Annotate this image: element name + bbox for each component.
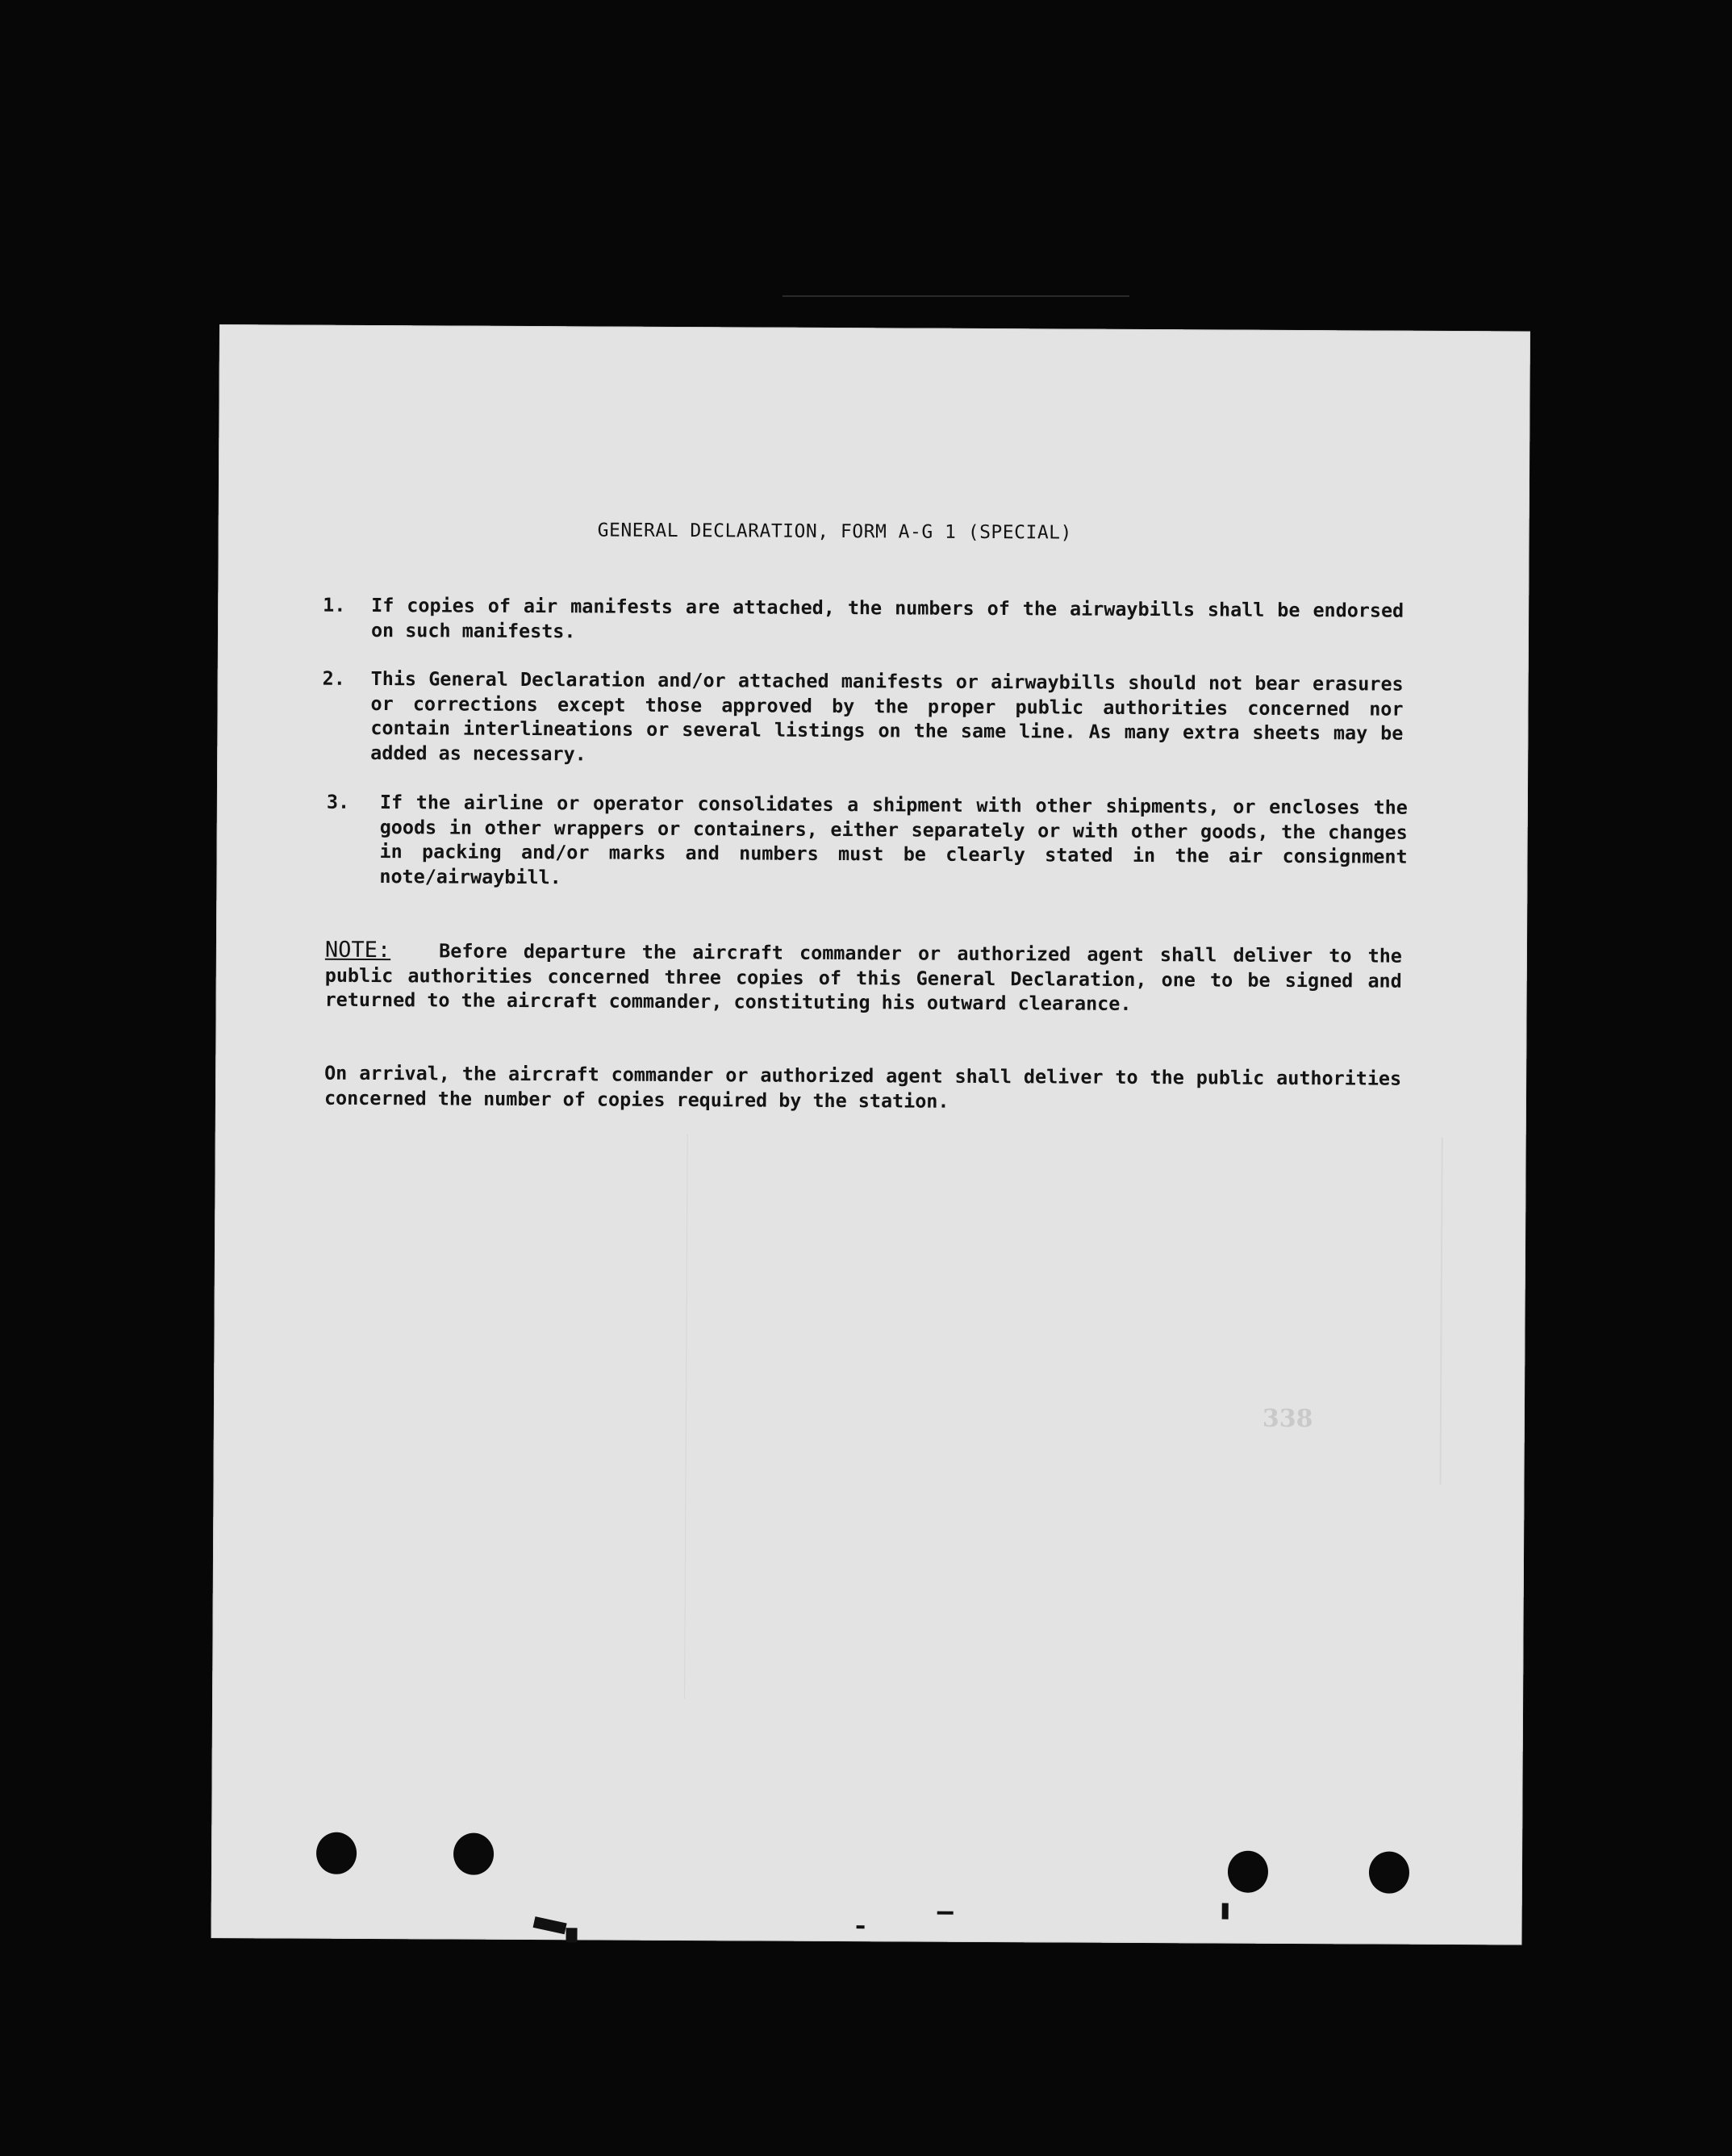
note-paragraph (325, 938, 1402, 1017)
punch-hole (453, 1833, 494, 1875)
ink-mark (533, 1916, 567, 1934)
ink-mark (937, 1912, 954, 1915)
item-number: 1. (323, 593, 346, 616)
item-text: This General Declaration and/or attached manifests or airwaybills should not bear erasures or corrections except those approved by the proper public authorities concerned nor contain interlineations or several listings on the same line. As many extra sheets may be added as necessary. (370, 666, 1404, 765)
ink-mark (566, 1928, 578, 1942)
instruction-item-2 (322, 666, 1404, 771)
faint-stamp: 338 (1262, 1404, 1313, 1434)
note-text: Before departure the aircraft commander or authorized agent shall deliver to the public authorities concerned three copies of this General Declaration, one to be signed and returned to the aircraft commander, constituting his outward clearance. (324, 939, 1402, 1015)
item-text: If the airline or operator consolidates a shipment with other shipments, or encloses the goods in other wrappers or containers, either separately or with other goods, the changes in packing and/or marks and numbers must be clearly stated in the air consignment note/airwaybill. (379, 791, 1408, 888)
item-text: If copies of air manifests are attached, the numbers of the airwaybills shall be endorsed on such manifests. (370, 593, 1404, 642)
bleed-through-line (1439, 1138, 1442, 1485)
punch-hole (1228, 1851, 1268, 1893)
bleed-through-line (684, 1134, 688, 1698)
ink-mark (1222, 1903, 1229, 1920)
arrival-paragraph: On arrival, the aircraft commander or authorized agent shall deliver to the public authorities concerned the number of copies required by the station. (323, 1061, 1402, 1113)
note-label: NOTE: (324, 937, 391, 963)
document-page (211, 324, 1530, 1945)
punch-hole (316, 1832, 357, 1874)
instruction-item-3 (326, 790, 1408, 894)
item-number: 2. (322, 666, 345, 690)
instruction-item-1 (323, 593, 1404, 648)
punch-hole (1369, 1851, 1409, 1893)
document-title: GENERAL DECLARATION, FORM A-G 1 (SPECIAL) (597, 520, 1072, 544)
ink-mark (857, 1925, 865, 1928)
scan-edge-line (783, 295, 1129, 297)
item-number: 3. (326, 790, 350, 813)
